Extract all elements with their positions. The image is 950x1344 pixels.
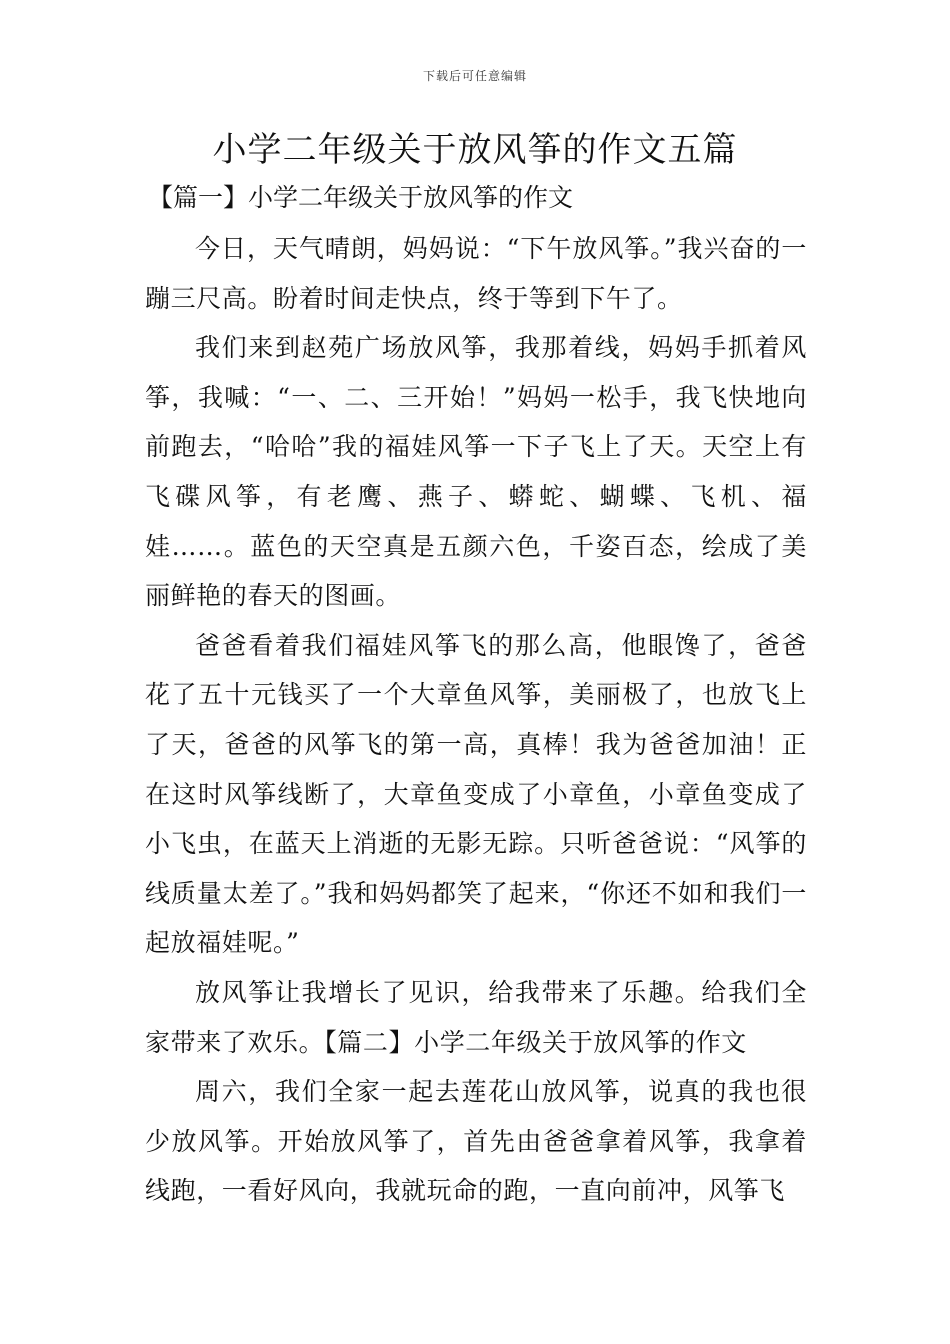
section-heading: 【篇一】小学二年级关于放风筝的作文 — [148, 183, 574, 212]
header-note: 下载后可任意编辑 — [422, 69, 527, 83]
paragraph-1: 今日，天气晴朗，妈妈说：“下午放风筝。”我兴奋的一蹦三尺高。盼着时间走快点，终于等到下午了。 — [145, 234, 807, 313]
paragraph-4: 放风筝让我增长了见识，给我带来了乐趣。给我们全家带来了欢乐。【篇二】小学二年级关于放风筝的作文 — [145, 977, 807, 1057]
document-title: 小学二年级关于放风筝的作文五篇 — [212, 130, 738, 170]
essay-body — [145, 224, 807, 1216]
paragraph-3: 爸爸看着我们福娃风筝飞的那么高，他眼馋了，爸爸花了五十元钱买了一个大章鱼风筝，美丽极了，也放飞上了天，爸爸的风筝飞的第一高，真棒！我为爸爸加油！正在这时风筝线断了，大章鱼变成了小章鱼，小章鱼变成了小飞虫，在蓝天上消逝的无影无踪。只听爸爸说：“风筝的线质量太差了。”我和妈妈都笑了起来，“你还不如和我们一起放福娃呢。” — [145, 630, 807, 958]
paragraph-2: 我们来到赵苑广场放风筝，我那着线，妈妈手抓着风筝，我喊：“一、二、三开始！”妈妈一松手，我飞快地向前跑去，“哈哈”我的福娃风筝一下子飞上了天。天空上有飞碟风筝，有老鹰、燕子、蟒蛇、蝴蝶、飞机、福娃……。蓝色的天空真是五颜六色，千姿百态，绘成了美丽鲜艳的春天的图画。 — [145, 333, 807, 611]
paragraph-5: 周六，我们全家一起去莲花山放风筝，说真的我也很少放风筝。开始放风筝了，首先由爸爸拿着风筝，我拿着线跑，一看好风向，我就玩命的跑，一直向前冲，风筝飞 — [145, 1077, 807, 1206]
